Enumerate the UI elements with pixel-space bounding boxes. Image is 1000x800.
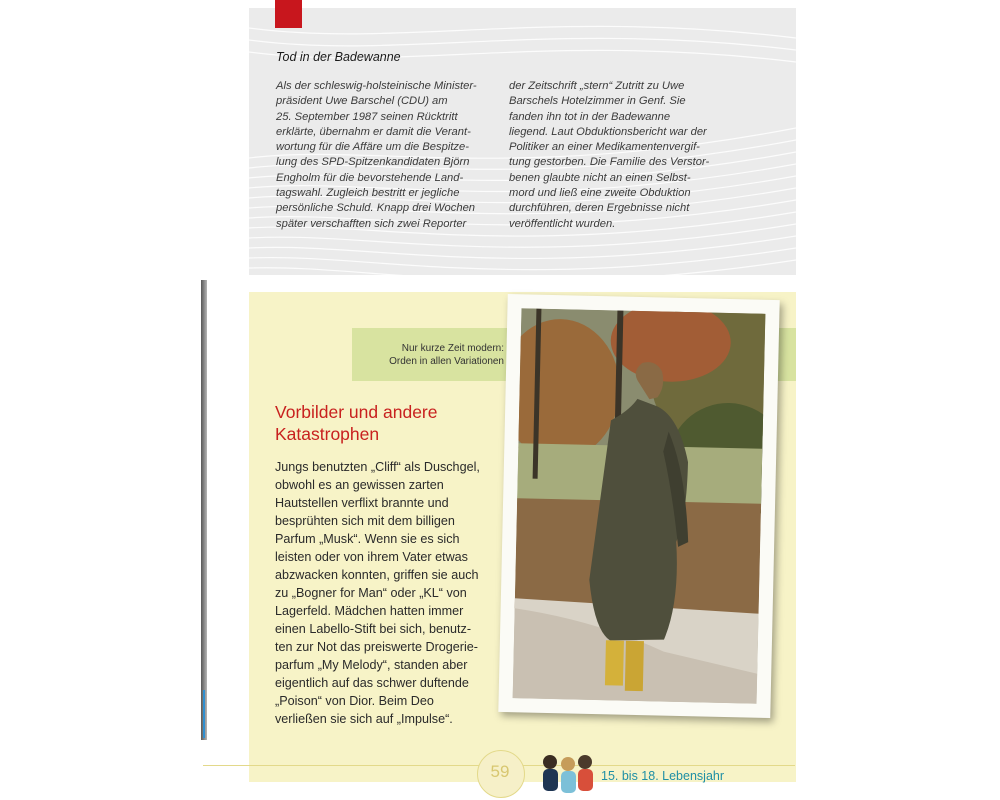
text-line: mord und ließ eine zweite Obduktion: [509, 187, 691, 200]
text-line: 25. September 1987 seinen Rücktritt: [276, 110, 458, 123]
caption-band-right: [776, 328, 796, 381]
text-line: wortung für die Affäre um die Bespitze-: [276, 141, 469, 154]
text-line: veröffentlicht wurden.: [509, 217, 616, 230]
body-line: zu „Bogner for Man“ oder „KL“ von: [275, 586, 467, 600]
sidebar-title: Tod in der Badewanne: [276, 50, 401, 64]
body-line: besprühten sich mit dem billigen: [275, 514, 455, 528]
body-line: leisten oder von ihrem Vater etwas: [275, 550, 468, 564]
photo-frame: [498, 294, 779, 718]
photo-woman-in-coat: [513, 308, 766, 703]
text-line: Engholm für die bevorstehende Land-: [276, 171, 464, 184]
body-line: Jungs benutzten „Cliff“ als Duschgel,: [275, 460, 480, 474]
red-accent-square: [275, 0, 302, 28]
text-line: präsident Uwe Barschel (CDU) am: [276, 95, 448, 108]
body-line: eigentlich auf das schwer duftende: [275, 676, 469, 690]
text-line: fanden ihn tot in der Badewanne: [509, 110, 671, 123]
page-spine-edge: [203, 690, 205, 738]
text-line: Als der schleswig-holsteinische Minister-: [276, 80, 477, 92]
text-line: Barschels Hotelzimmer in Genf. Sie: [509, 95, 686, 108]
body-line: einen Labello-Stift bei sich, benutz-: [275, 622, 472, 636]
sidebar-column-right: [509, 79, 709, 232]
caption-line: Orden in allen Variationen: [389, 355, 504, 367]
text-line: tagswahl. Zugleich bestritt er jegliche: [276, 187, 460, 200]
body-line: verließen sie sich auf „Impulse“.: [275, 712, 453, 726]
text-line: Politiker an einer Medikamentenvergif-: [509, 141, 700, 154]
kids-icon: [538, 750, 598, 798]
body-line: parfum „My Melody“, standen aber: [275, 658, 468, 672]
text-line: liegend. Laut Obduktionsbericht war der: [509, 125, 707, 138]
heading-line: Katastrophen: [275, 424, 380, 444]
caption-line: Nur kurze Zeit modern:: [401, 343, 504, 354]
article-body: [275, 458, 480, 728]
text-line: später verschafften sich zwei Reporter: [276, 217, 467, 230]
sidebar-column-left: [276, 79, 477, 232]
article-heading: [275, 401, 437, 445]
photo-caption: [352, 343, 504, 368]
text-line: tung gestorben. Die Familie des Verstor-: [509, 156, 710, 169]
body-line: abzwacken konnten, griffen sie auch: [275, 568, 479, 582]
heading-line: Vorbilder und andere: [275, 402, 438, 422]
text-line: lung des SPD-Spitzenkandidaten Björn: [276, 156, 470, 169]
body-line: obwohl es an gewissen zarten: [275, 478, 444, 492]
text-line: persönliche Schuld. Knapp drei Wochen: [276, 202, 476, 215]
page-number: 59: [490, 762, 510, 781]
body-line: Parfum „Musk“. Wenn sie es sich: [275, 532, 460, 546]
footer-section-label: 15. bis 18. Lebensjahr: [601, 769, 725, 783]
text-line: benen glaubte nicht an einen Selbst-: [509, 171, 691, 184]
page-spine-shadow: [201, 280, 207, 740]
body-line: „Poison“ von Dior. Beim Deo: [275, 694, 434, 708]
body-line: Lagerfeld. Mädchen hatten immer: [275, 604, 464, 618]
text-line: erklärte, übernahm er damit die Verant-: [276, 125, 471, 138]
body-line: Hautstellen verflixt brannte und: [275, 496, 449, 510]
body-line: ten zur Not das preiswerte Drogerie-: [275, 640, 478, 654]
text-line: durchführen, deren Ergebnisse nicht: [509, 202, 690, 215]
text-line: der Zeitschrift „stern“ Zutritt zu Uwe: [509, 80, 685, 92]
